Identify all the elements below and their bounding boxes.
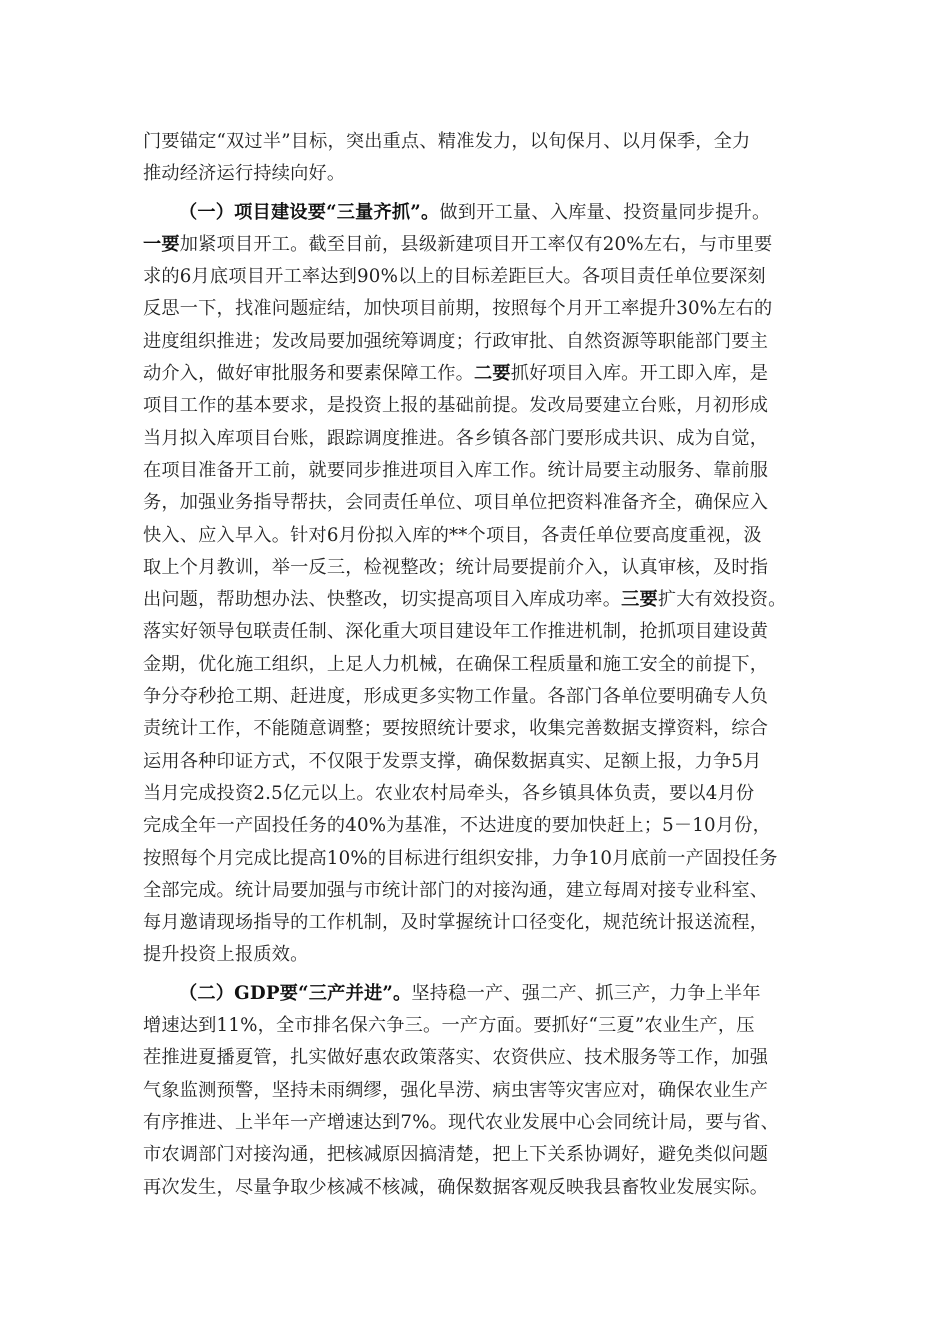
text-line: 快入、应入早入。针对6月份拟入库的**个项目，各责任单位要高度重视，汲 [143, 524, 762, 546]
text-line: 动介入，做好审批服务和要素保障工作。二要抓好项目入库。开工即入库，是 [143, 363, 769, 385]
section-1-paragraph [143, 197, 823, 972]
text-line: 提升投资上报质效。 [143, 944, 309, 966]
text-line: 在项目准备开工前，就要同步推进项目入库工作。统计局要主动服务、靠前服 [143, 459, 769, 481]
text-line: 争分夺秒抢工期、赶进度，形成更多实物工作量。各部门各单位要明确专人负 [143, 686, 769, 708]
text-line: 求的6月底项目开工率达到90%以上的目标差距巨大。各项目责任单位要深刻 [143, 266, 766, 288]
text-line: 完成全年一产固投任务的40%为基准，不达进度的要加快赶上；5－10月份， [143, 815, 771, 837]
section-2-paragraph [143, 978, 823, 1204]
section-1-heading: （一）项目建设要“三量齐抓”。 [179, 201, 440, 223]
text-line: 责统计工作，不能随意调整；要按照统计要求，收集完善数据支撑资料，综合 [143, 718, 769, 740]
text-line: 金期，优化施工组织，上足人力机械，在确保工程质量和施工安全的前提下， [143, 653, 769, 675]
intro-paragraph [143, 126, 823, 191]
text-line: 一要加紧项目开工。截至目前，县级新建项目开工率仅有20%左右，与市里要 [143, 233, 773, 255]
text-line: 增速达到11%，全市排名保六争三。一产方面。要抓好“三夏”农业生产，压 [143, 1015, 755, 1037]
text-line: 反思一下，找准问题症结，加快项目前期，按照每个月开工率提升30%左右的 [143, 298, 773, 320]
text-line: （二）GDP要“三产并进”。坚持稳一产、强二产、抓三产，力争上半年 [179, 982, 761, 1004]
keyword-third: 三要 [621, 589, 658, 611]
text-line: 当月完成投资2.5亿元以上。农业农村局牵头，各乡镇具体负责，要以4月份 [143, 782, 755, 804]
text-line: 门要锚定“双过半”目标，突出重点、精准发力，以旬保月、以月保季，全力 [143, 131, 751, 152]
section-2-heading: （二）GDP要“三产并进”。 [179, 982, 412, 1004]
text-line: 推动经济运行持续向好。 [143, 163, 346, 185]
text-line: 按照每个月完成比提高10%的目标进行组织安排，力争10月底前一产固投任务 [143, 847, 778, 869]
keyword-second: 二要 [473, 363, 511, 385]
keyword-first: 一要 [143, 233, 180, 255]
text-line: 取上个月教训，举一反三，检视整改；统计局要提前介入，认真审核，及时指 [143, 556, 769, 578]
text-line: 市农调部门对接沟通，把核减原因搞清楚，把上下关系协调好，避免类似问题 [143, 1144, 769, 1166]
text-line: 进度组织推进；发改局要加强统筹调度；行政审批、自然资源等职能部门要主 [143, 330, 769, 352]
text-line: 出问题，帮助想办法、快整改，切实提高项目入库成功率。三要扩大有效投资。 [143, 589, 787, 611]
text-line: 茬推进夏播夏管，扎实做好惠农政策落实、农资供应、技术服务等工作，加强 [143, 1047, 769, 1069]
text-line: 当月拟入库项目台账，跟踪调度推进。各乡镇各部门要形成共识、成为自觉， [143, 427, 769, 449]
text-line: 项目工作的基本要求，是投资上报的基础前提。发改局要建立台账，月初形成 [143, 395, 769, 417]
text-line: 落实好领导包联责任制、深化重大项目建设年工作推进机制，抢抓项目建设黄 [143, 621, 769, 643]
text-line: 运用各种印证方式，不仅限于发票支撑，确保数据真实、足额上报，力争5月 [143, 750, 762, 772]
text-line: 再次发生，尽量争取少核减不核减，确保数据客观反映我县畜牧业发展实际。 [143, 1176, 769, 1198]
document-body [143, 126, 823, 1204]
text-line: 气象监测预警，坚持未雨绸缪，强化旱涝、病虫害等灾害应对，确保农业生产 [143, 1079, 769, 1101]
text-line: 有序推进、上半年一产增速达到7%。现代农业发展中心会同统计局，要与省、 [143, 1111, 780, 1133]
text-line: （一）项目建设要“三量齐抓”。做到开工量、入库量、投资量同步提升。 [179, 201, 771, 223]
text-line: 务，加强业务指导帮扶，会同责任单位、项目单位把资料准备齐全，确保应入 [143, 492, 769, 514]
text-line: 每月邀请现场指导的工作机制，及时掌握统计口径变化，规范统计报送流程， [143, 912, 769, 934]
text-line: 全部完成。统计局要加强与市统计部门的对接沟通，建立每周对接专业科室、 [143, 879, 769, 901]
